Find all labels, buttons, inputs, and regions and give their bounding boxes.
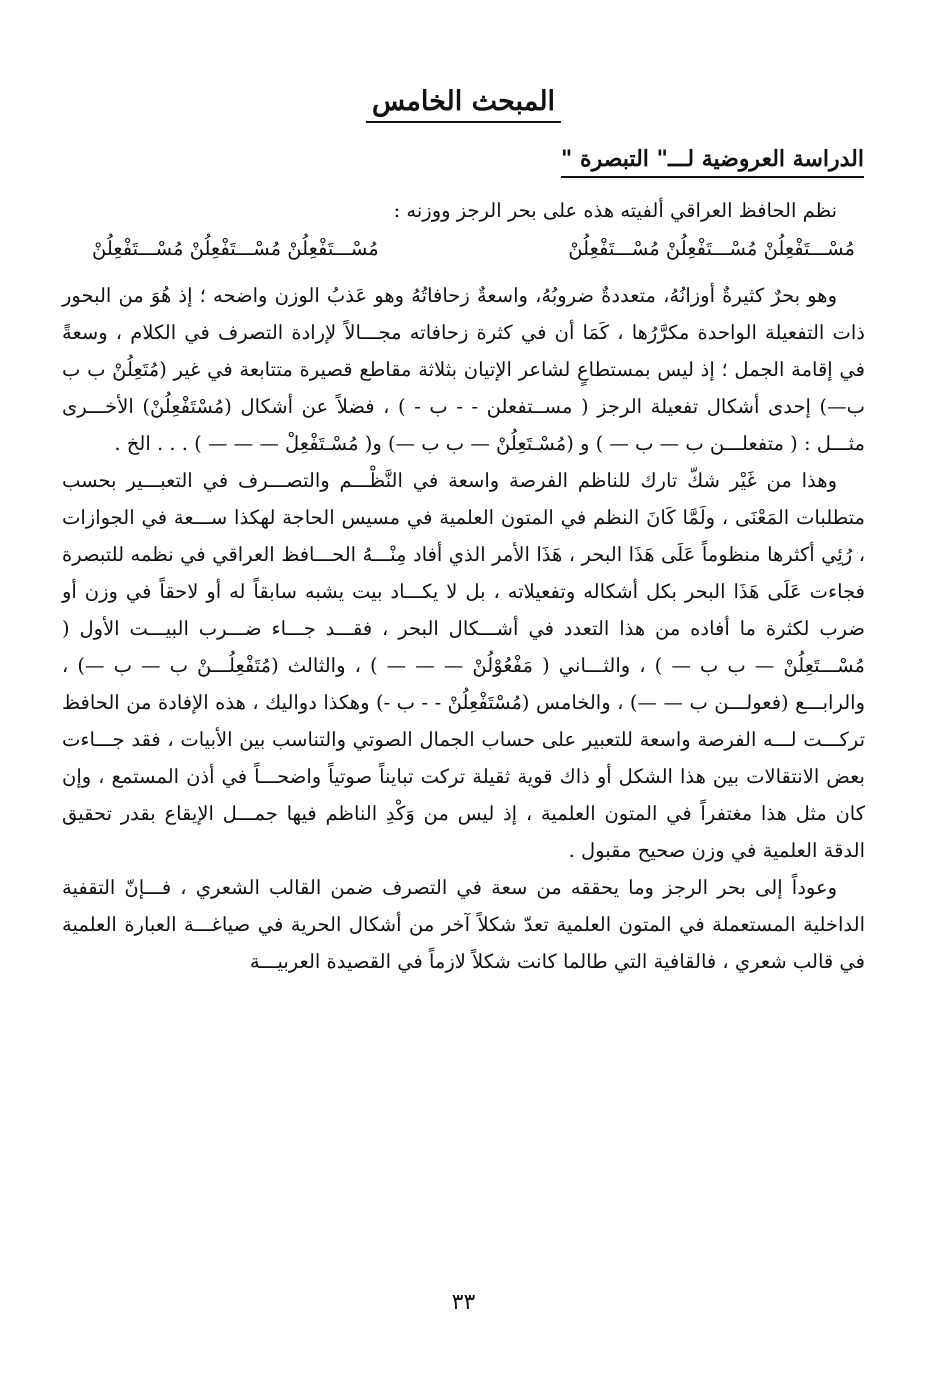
page-number: ٣٣ bbox=[451, 1290, 476, 1315]
verse-left-hemistich: مُسْـــتَفْعِلُنْ مُسْـــتَفْعِلُنْ مُسْـــتَفْعِلُنْ bbox=[92, 237, 379, 260]
body-text bbox=[62, 192, 865, 980]
intro-line: نظم الحافظ العراقي ألفيته هذه على بحر الرجز ووزنه : bbox=[393, 199, 837, 222]
subtitle: الدراسة العروضية لـــ" التبصرة " bbox=[561, 146, 864, 178]
paragraph-3: وعوداً إلى بحر الرجز وما يحققه من سعة في التصرف ضمن القالب الشعري ، فـــإنّ التقفية الداخلية المستعملة في المتون العلمية تعدّ شكلاً آخر من أشكال الحرية في صياغـــة العبارة العلمية في قالب شعري ، فالقافية التي طالما كانت شكلاً لازماً في القصيدة العربيـــة bbox=[62, 876, 865, 973]
verse-meter bbox=[62, 229, 865, 269]
verse-right-hemistich: مُسْـــتَفْعِلُنْ مُسْـــتَفْعِلُنْ مُسْـــتَفْعِلُنْ bbox=[568, 237, 855, 260]
paragraph-2: وهذا من غَيْر شكّ تارك للناظم الفرصة واسعة في النَّظْـــم والتصـــرف في التعبـــير بحسب متطلبات المَعْنَى ، ولَمَّا كَانَ النظم في المتون العلمية في مسيس الحاجة لهكذا ســـعة في الجوازات ، رُئِي أكثرها منظوماً عَلَى هَذَا البحر ، هَذَا الأمر الذي أفاد مِنْـــهُ الحـــافظ العراقي في نظمه للتبصرة فجاءت عَلَى هَذَا البحر بكل أشكاله وتفعيلاته ، بل لا يكـــاد بيت يشبه سابقاً له أو لاحقاً في وزن أو ضرب لكثرة ما أفاده من هذا التعدد في أشـــكال البحر ، فقـــد جـــاء ضـــرب البيـــت الأول ( مُسْـــتَعِلُنْ — ب ب — ) ، والثـــاني ( مَفْعُوْلُنْ — — — ) ، والثالث (مُتَفْعِلُـــنْ ب — ب —) ، والرابـــع (فعولـــن ب — —) ، والخامس (مُسْتَفْعِلُنْ - - ب -) وهكذا دواليك ، هذه الإفادة من الحافظ تركـــت لـــه الفرصة واسعة للتعبير على حساب الجمال الصوتي والتناسب بين الأبيات ، فقد جـــاءت بعض الانتقالات بين هذا الشكل أو ذاك قوية ثقيلة تركت تبايناً صوتياً واضحـــاً في أذن المستمع ، وإن كان مثل هذا مغتفراً في المتون العلمية ، إذ ليس من وَكْدِ الناظم فيها جمـــل الإيقاع بقدر تحقيق الدقة العلمية في وزن صحيح مقبول . bbox=[62, 469, 865, 862]
section-title bbox=[0, 86, 927, 123]
section-title-text: المبحث الخامس bbox=[366, 86, 561, 123]
paragraph-1: وهو بحرٌ كثيرةٌ أوزانُهُ، متعددةٌ ضروبُهُ، واسعةٌ زحافاتُهُ وهو عَذبُ الوزن واضحه ؛ إذ هُوَ من البحور ذات التفعيلة الواحدة مكرَّرُها ، كَمَا أن في كثرة زحافاته مجـــالاً لإرادة التصرف في الكلام ، وسعةً في إقامة الجمل ؛ إذ ليس بمستطاعٍ لشاعر الإتيان بثلاثة مقاطع قصيرة متتابعة في غير (مُتَعِلُنْ ب ب ب—) إحدى أشكال تفعيلة الرجز ( مســتفعلن - - ب - ) ، فضلاً عن أشكال (مُسْتَفْعِلُنْ) الأخـــرى مثـــل : ( متفعلـــن ب — ب — ) و (مُسْـتَعِلُنْ — ب ب —) و( مُسْـتَفْعِلْ — — — ) . . . الخ . bbox=[62, 284, 865, 455]
